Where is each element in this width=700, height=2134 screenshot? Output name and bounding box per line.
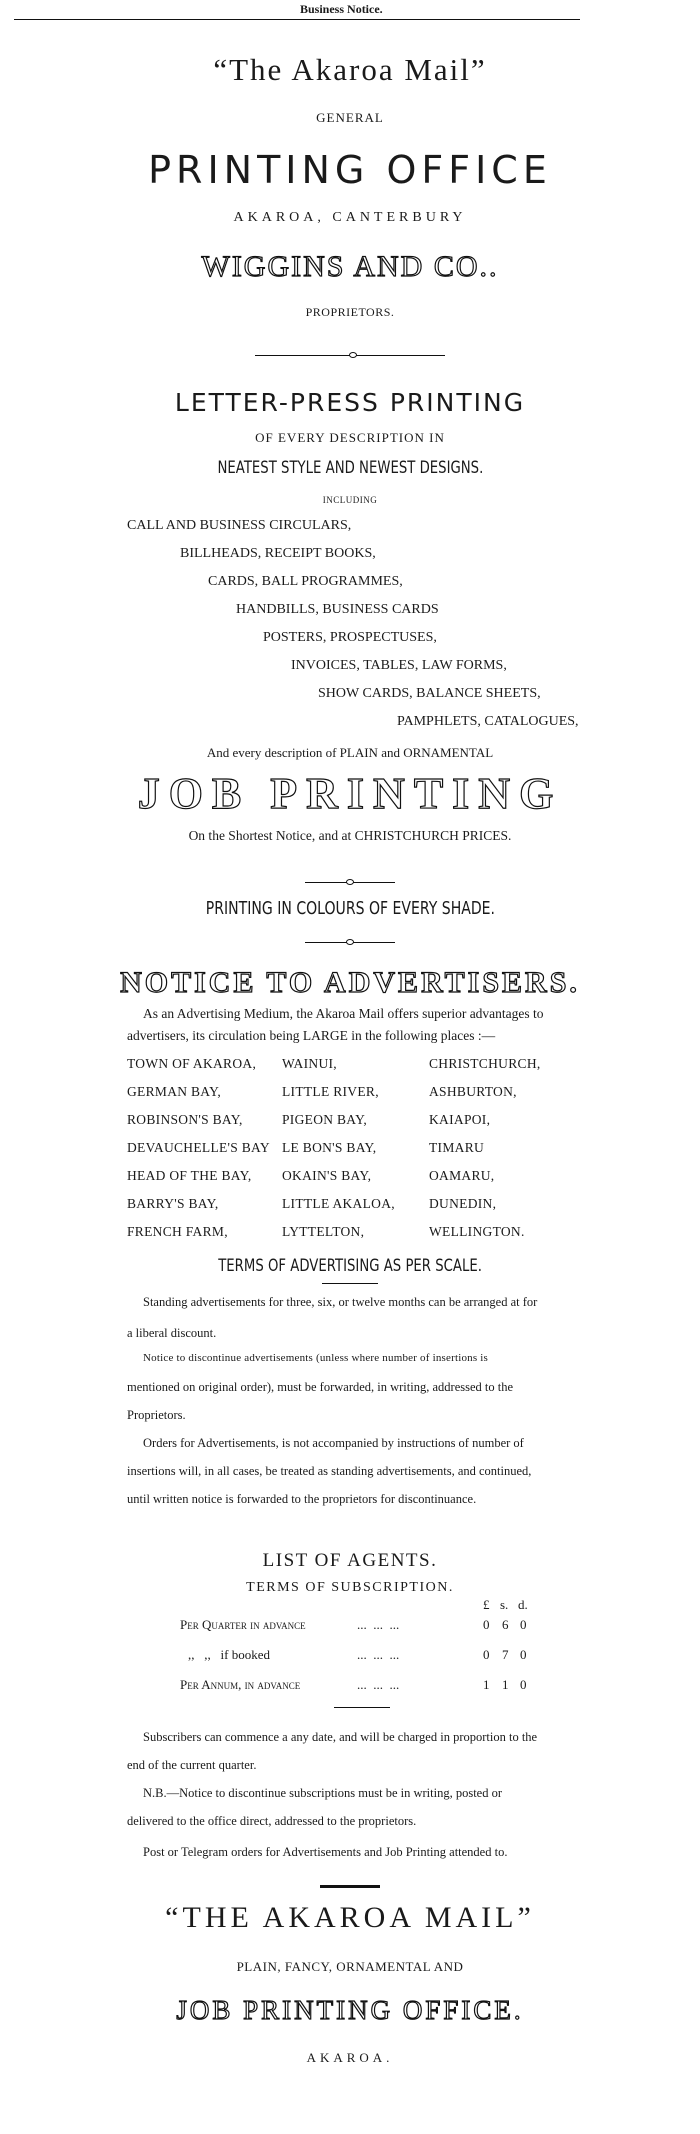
- sub-row-pounds: 0: [483, 1617, 490, 1632]
- letterpress-item: INVOICES, TABLES, LAW FORMS,: [291, 658, 507, 673]
- agents-terms: TERMS OF SUBSCRIPTION.: [246, 1580, 454, 1595]
- place-cell: ASHBURTON,: [429, 1084, 517, 1099]
- sub-row-pence: 0: [520, 1617, 527, 1632]
- letterpress-item: PAMPHLETS, CATALOGUES,: [397, 714, 579, 729]
- agents-heading: LIST OF AGENTS.: [262, 1550, 438, 1571]
- advertisers-terms: TERMS OF ADVERTISING AS PER SCALE.: [218, 1256, 482, 1276]
- place-cell: ROBINSON'S BAY,: [127, 1112, 243, 1127]
- footer-job-printing: JOB PRINTING OFFICE.: [176, 1995, 524, 2025]
- header-rule: [14, 19, 580, 20]
- sub-row-dots: ... ... ...: [357, 1617, 400, 1632]
- sub-row-dots: ... ... ...: [357, 1647, 400, 1662]
- place-cell: BARRY'S BAY,: [127, 1196, 219, 1211]
- sub-col-header: d.: [518, 1597, 528, 1612]
- place-cell: OKAIN'S BAY,: [282, 1168, 372, 1183]
- place-cell: TOWN OF AKAROA,: [127, 1056, 257, 1071]
- section-rule: [322, 1283, 378, 1284]
- letterpress-sub: OF EVERY DESCRIPTION IN: [255, 430, 445, 445]
- masthead-printing-office: PRINTING OFFICE: [148, 148, 552, 192]
- subscribers-line: delivered to the office direct, addressed to the proprietors.: [127, 1814, 417, 1828]
- sub-row-label: Per Annum, in advance: [180, 1677, 301, 1692]
- sub-row-pounds: 0: [483, 1647, 490, 1662]
- sub-row-shillings: 7: [502, 1647, 509, 1662]
- letterpress-item: CALL AND BUSINESS CIRCULARS,: [127, 518, 352, 533]
- ornament-dot: [349, 352, 357, 358]
- standing-line: Proprietors.: [127, 1408, 186, 1422]
- place-cell: TIMARU: [429, 1140, 485, 1155]
- sub-row-shillings: 1: [502, 1677, 509, 1692]
- place-cell: DEVAUCHELLE'S BAY: [127, 1140, 270, 1155]
- advertisers-heading: NOTICE TO ADVERTISERS.: [120, 966, 580, 999]
- footer-line1: PLAIN, FANCY, ORNAMENTAL AND: [236, 1959, 464, 1974]
- place-cell: WELLINGTON.: [429, 1224, 525, 1239]
- sub-col-header: s.: [500, 1597, 509, 1612]
- place-cell: CHRISTCHURCH,: [429, 1056, 541, 1071]
- sub-row-pence: 0: [520, 1647, 527, 1662]
- place-cell: HEAD OF THE BAY,: [127, 1168, 252, 1183]
- colours-text: PRINTING IN COLOURS OF EVERY SHADE.: [205, 898, 495, 919]
- standing-line: insertions will, in all cases, be treated as standing advertisements, and continued,: [127, 1464, 532, 1478]
- standing-line: Orders for Advertisements, is not accompanied by instructions of number of: [143, 1436, 524, 1450]
- place-cell: GERMAN BAY,: [127, 1084, 222, 1099]
- standing-line: until written notice is forwarded to the proprietors for discontinuance.: [127, 1492, 477, 1506]
- place-cell: OAMARU,: [429, 1168, 495, 1183]
- letterpress-style-text: NEATEST STYLE AND NEWEST DESIGNS.: [217, 458, 483, 478]
- place-cell: KAIAPOI,: [429, 1112, 491, 1127]
- subscribers-line: N.B.—Notice to discontinue subscriptions must be in writing, posted or: [143, 1786, 502, 1800]
- letterpress-heading: LETTER-PRESS PRINTING: [174, 388, 526, 417]
- advertisers-intro-line: As an Advertising Medium, the Akaroa Mail offers superior advantages to: [143, 1006, 544, 1021]
- masthead-location: AKAROA, CANTERBURY: [233, 210, 467, 225]
- place-cell: LE BON'S BAY,: [282, 1140, 377, 1155]
- standing-line: Notice to discontinue advertisements (unless where number of insertions is: [143, 1352, 489, 1364]
- place-cell: WAINUI,: [282, 1056, 337, 1071]
- place-cell: FRENCH FARM,: [127, 1224, 228, 1239]
- letterpress-item: HANDBILLS, BUSINESS CARDS: [236, 602, 439, 617]
- subscribers-line: end of the current quarter.: [127, 1758, 257, 1772]
- place-cell: PIGEON BAY,: [282, 1112, 368, 1127]
- letterpress-item: BILLHEADS, RECEIPT BOOKS,: [180, 546, 376, 561]
- header-label: Business Notice.: [300, 2, 383, 16]
- sub-row-label: Per Quarter in advance: [180, 1617, 306, 1632]
- colours-line: [0, 898, 700, 919]
- ornament-dot: [346, 939, 354, 945]
- letterpress-item: POSTERS, PROSPECTUSES,: [263, 630, 437, 645]
- sub-row-dots: ... ... ...: [357, 1677, 400, 1692]
- masthead-title: “The Akaroa Mail”: [213, 52, 487, 87]
- standing-line: a liberal discount.: [127, 1326, 217, 1340]
- letterpress-every: And every description of PLAIN and ORNAMENTAL: [206, 745, 494, 760]
- letterpress-including: INCLUDING: [322, 495, 378, 505]
- section-rule: [334, 1707, 390, 1708]
- letterpress-item: SHOW CARDS, BALANCE SHEETS,: [318, 686, 541, 701]
- sub-row-pounds: 1: [483, 1677, 490, 1692]
- standing-line: Standing advertisements for three, six, or twelve months can be arranged at for: [143, 1295, 538, 1309]
- thick-rule: [320, 1885, 380, 1888]
- sub-row-pence: 0: [520, 1677, 527, 1692]
- advertisers-intro-line: advertisers, its circulation being LARGE in the following places :—: [127, 1028, 496, 1043]
- advertisers-terms-line: [0, 1256, 700, 1276]
- job-printing-heading: JOB PRINTING: [137, 769, 563, 818]
- footer-place: AKAROA.: [306, 2050, 394, 2065]
- place-cell: LITTLE RIVER,: [282, 1084, 379, 1099]
- letterpress-notice: On the Shortest Notice, and at CHRISTCHURCH PRICES.: [188, 828, 512, 843]
- sub-row-shillings: 6: [502, 1617, 509, 1632]
- sub-row-label: ,, ,, if booked: [188, 1647, 270, 1662]
- masthead-firm: WIGGINS AND CO..: [201, 250, 499, 283]
- letterpress-style: [0, 458, 700, 478]
- place-cell: LYTTELTON,: [282, 1224, 365, 1239]
- standing-line: mentioned on original order), must be forwarded, in writing, addressed to the: [127, 1380, 514, 1394]
- place-cell: LITTLE AKALOA,: [282, 1196, 395, 1211]
- place-cell: DUNEDIN,: [429, 1196, 497, 1211]
- ornament-dot: [346, 879, 354, 885]
- sub-col-header: £: [483, 1597, 490, 1612]
- masthead-general: GENERAL: [316, 110, 384, 125]
- footer-title: “THE AKAROA MAIL”: [165, 1901, 535, 1934]
- subscribers-line: Post or Telegram orders for Advertisements and Job Printing attended to.: [143, 1845, 508, 1859]
- subscribers-line: Subscribers can commence a any date, and will be charged in proportion to the: [143, 1730, 538, 1744]
- letterpress-item: CARDS, BALL PROGRAMMES,: [208, 574, 403, 589]
- masthead-proprietors: PROPRIETORS.: [305, 305, 395, 319]
